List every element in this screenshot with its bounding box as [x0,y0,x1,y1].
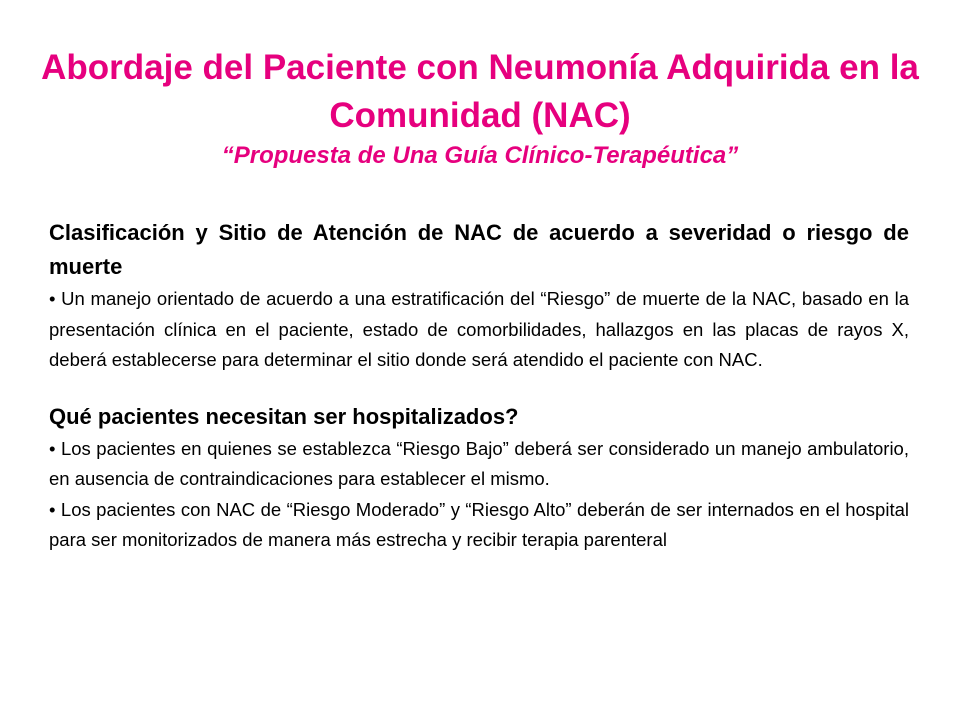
section-heading-classification: Clasificación y Sitio de Atención de NAC de acuerdo a severidad o riesgo de muerte [49,220,909,279]
bullet-moderate-high-risk: • Los pacientes con NAC de “Riesgo Moderado” y “Riesgo Alto” deberán de ser internados en el hospital para ser monitorizados de manera más estrecha y recibir terapia parenteral [49,498,909,550]
content-area [49,216,909,556]
slide-title: Abordaje del Paciente con Neumonía Adquirida en la Comunidad (NAC) [41,48,919,135]
bullet-low-risk: • Los pacientes en quienes se establezca “Riesgo Bajo” deberá ser considerado un manejo ambulatorio, en ausencia de contraindicaciones para establecer el mismo. [49,437,909,489]
section-heading-hospitalization: Qué pacientes necesitan ser hospitalizados? [49,403,519,429]
section-spacer [49,376,909,400]
title-block [30,44,930,172]
slide-subtitle: “Propuesta de Una Guía Clínico-Terapéutica” [221,142,739,169]
bullet-risk-stratification: • Un manejo orientado de acuerdo a una estratificación del “Riesgo” de muerte de la NAC, basado en la presentación clínica en el paciente, estado de comorbilidades, hallazgos en las placas de rayos X, deberá establecerse para determinar el sitio donde será atendido el paciente con NAC. [49,288,909,370]
